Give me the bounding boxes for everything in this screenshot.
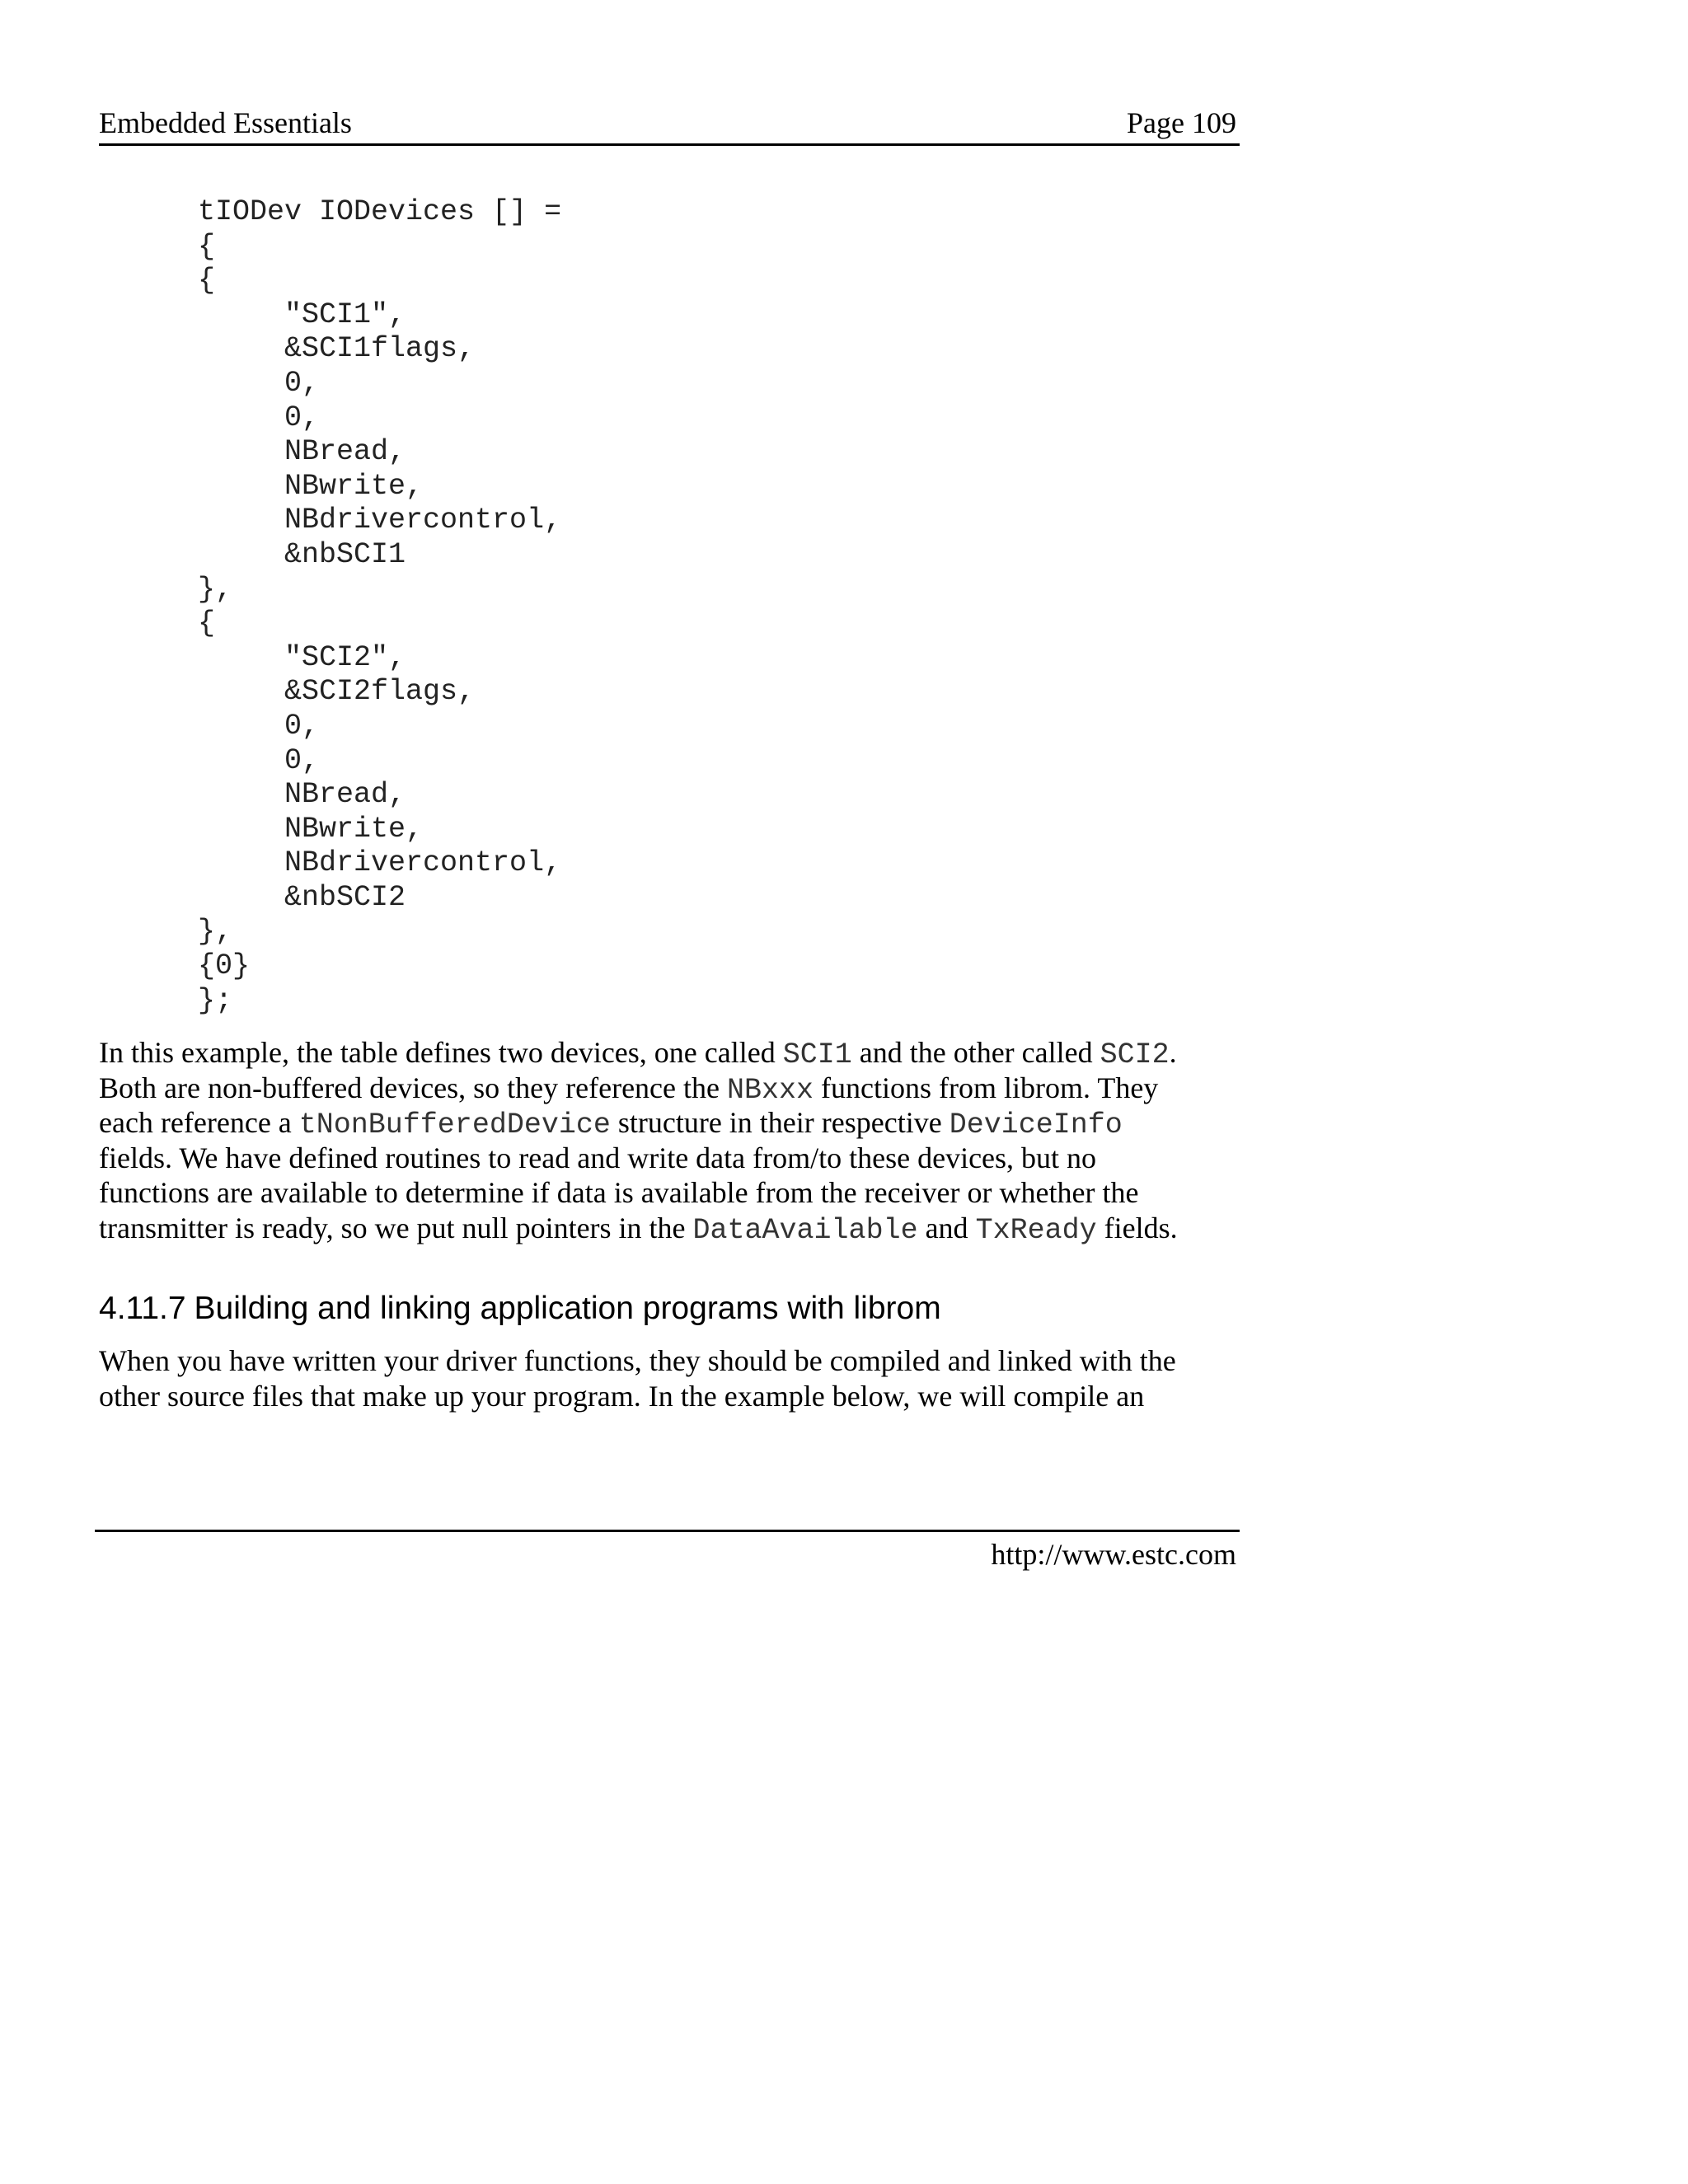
section-title: Building and linking application programs with librom bbox=[194, 1291, 941, 1326]
paragraph-line: When you have written your driver functions, they should be compiled and linked with the bbox=[99, 1344, 1176, 1377]
code-line: 0, bbox=[198, 743, 320, 777]
paragraph-line bbox=[99, 1141, 1253, 1176]
paragraph-line bbox=[99, 1105, 1253, 1141]
inline-code: NBxxx bbox=[727, 1073, 814, 1107]
header-title: Embedded Essentials bbox=[99, 106, 352, 139]
inline-code: DataAvailable bbox=[692, 1213, 918, 1247]
code-line: }; bbox=[198, 983, 233, 1017]
code-line: &SCI2flags, bbox=[198, 675, 476, 709]
text-run: fields. bbox=[1096, 1211, 1178, 1244]
code-block bbox=[198, 195, 561, 1018]
text-run: fields. We have defined routines to read and write data from/to these devices, but no bbox=[99, 1141, 1097, 1174]
section-paragraph bbox=[99, 1343, 1253, 1413]
paragraph-line: other source files that make up your program. In the example below, we will compile an bbox=[99, 1379, 1145, 1413]
code-line: {0} bbox=[198, 949, 251, 983]
header-page-number: Page 109 bbox=[1127, 106, 1236, 139]
inline-code: tNonBufferedDevice bbox=[298, 1108, 611, 1141]
code-line: { bbox=[198, 229, 216, 263]
page-footer bbox=[95, 1530, 1240, 1571]
section-heading bbox=[99, 1291, 941, 1327]
paragraph-line bbox=[99, 1035, 1253, 1071]
code-line: { bbox=[198, 607, 216, 640]
text-run: In this example, the table defines two devices, one called bbox=[99, 1036, 783, 1069]
code-line: { bbox=[198, 264, 216, 298]
code-line: tIODev IODevices [] = bbox=[198, 195, 562, 228]
text-run: and bbox=[917, 1211, 976, 1244]
inline-code: SCI1 bbox=[782, 1038, 852, 1071]
code-line: }, bbox=[198, 915, 233, 949]
section-number: 4.11.7 bbox=[99, 1291, 186, 1326]
code-line: "SCI1", bbox=[198, 298, 406, 331]
code-line: &nbSCI2 bbox=[198, 880, 406, 914]
inline-code: SCI2 bbox=[1100, 1038, 1170, 1071]
code-line: NBread, bbox=[198, 778, 406, 812]
inline-code: DeviceInfo bbox=[949, 1108, 1123, 1141]
text-run: structure in their respective bbox=[610, 1106, 950, 1139]
text-run: . bbox=[1169, 1036, 1177, 1069]
footer-url: http://www.estc.com bbox=[991, 1538, 1236, 1571]
page-header bbox=[99, 102, 1240, 146]
paragraph-line bbox=[99, 1175, 1253, 1211]
paragraph-line bbox=[99, 1211, 1253, 1246]
text-run: transmitter is ready, so we put null pointers in the bbox=[99, 1211, 693, 1244]
code-line: NBdrivercontrol, bbox=[198, 846, 562, 880]
text-run: Both are non-buffered devices, so they reference the bbox=[99, 1071, 727, 1104]
text-run: and the other called bbox=[851, 1036, 1100, 1069]
code-line: "SCI2", bbox=[198, 640, 406, 674]
explanation-paragraph bbox=[99, 1035, 1253, 1245]
code-line: 0, bbox=[198, 709, 320, 743]
code-line: 0, bbox=[198, 366, 320, 400]
paragraph-line bbox=[99, 1071, 1253, 1106]
inline-code: TxReady bbox=[975, 1213, 1097, 1247]
code-line: NBwrite, bbox=[198, 812, 424, 846]
text-run: functions from librom. They bbox=[814, 1071, 1159, 1104]
code-line: 0, bbox=[198, 401, 320, 434]
text-run: functions are available to determine if data is available from the receiver or whether the bbox=[99, 1176, 1139, 1209]
code-line: NBread, bbox=[198, 435, 406, 469]
code-line: }, bbox=[198, 572, 233, 606]
code-line: NBdrivercontrol, bbox=[198, 504, 562, 537]
text-run: each reference a bbox=[99, 1106, 299, 1139]
code-line: NBwrite, bbox=[198, 469, 424, 503]
code-line: &SCI1flags, bbox=[198, 332, 476, 366]
code-line: &nbSCI1 bbox=[198, 537, 406, 571]
